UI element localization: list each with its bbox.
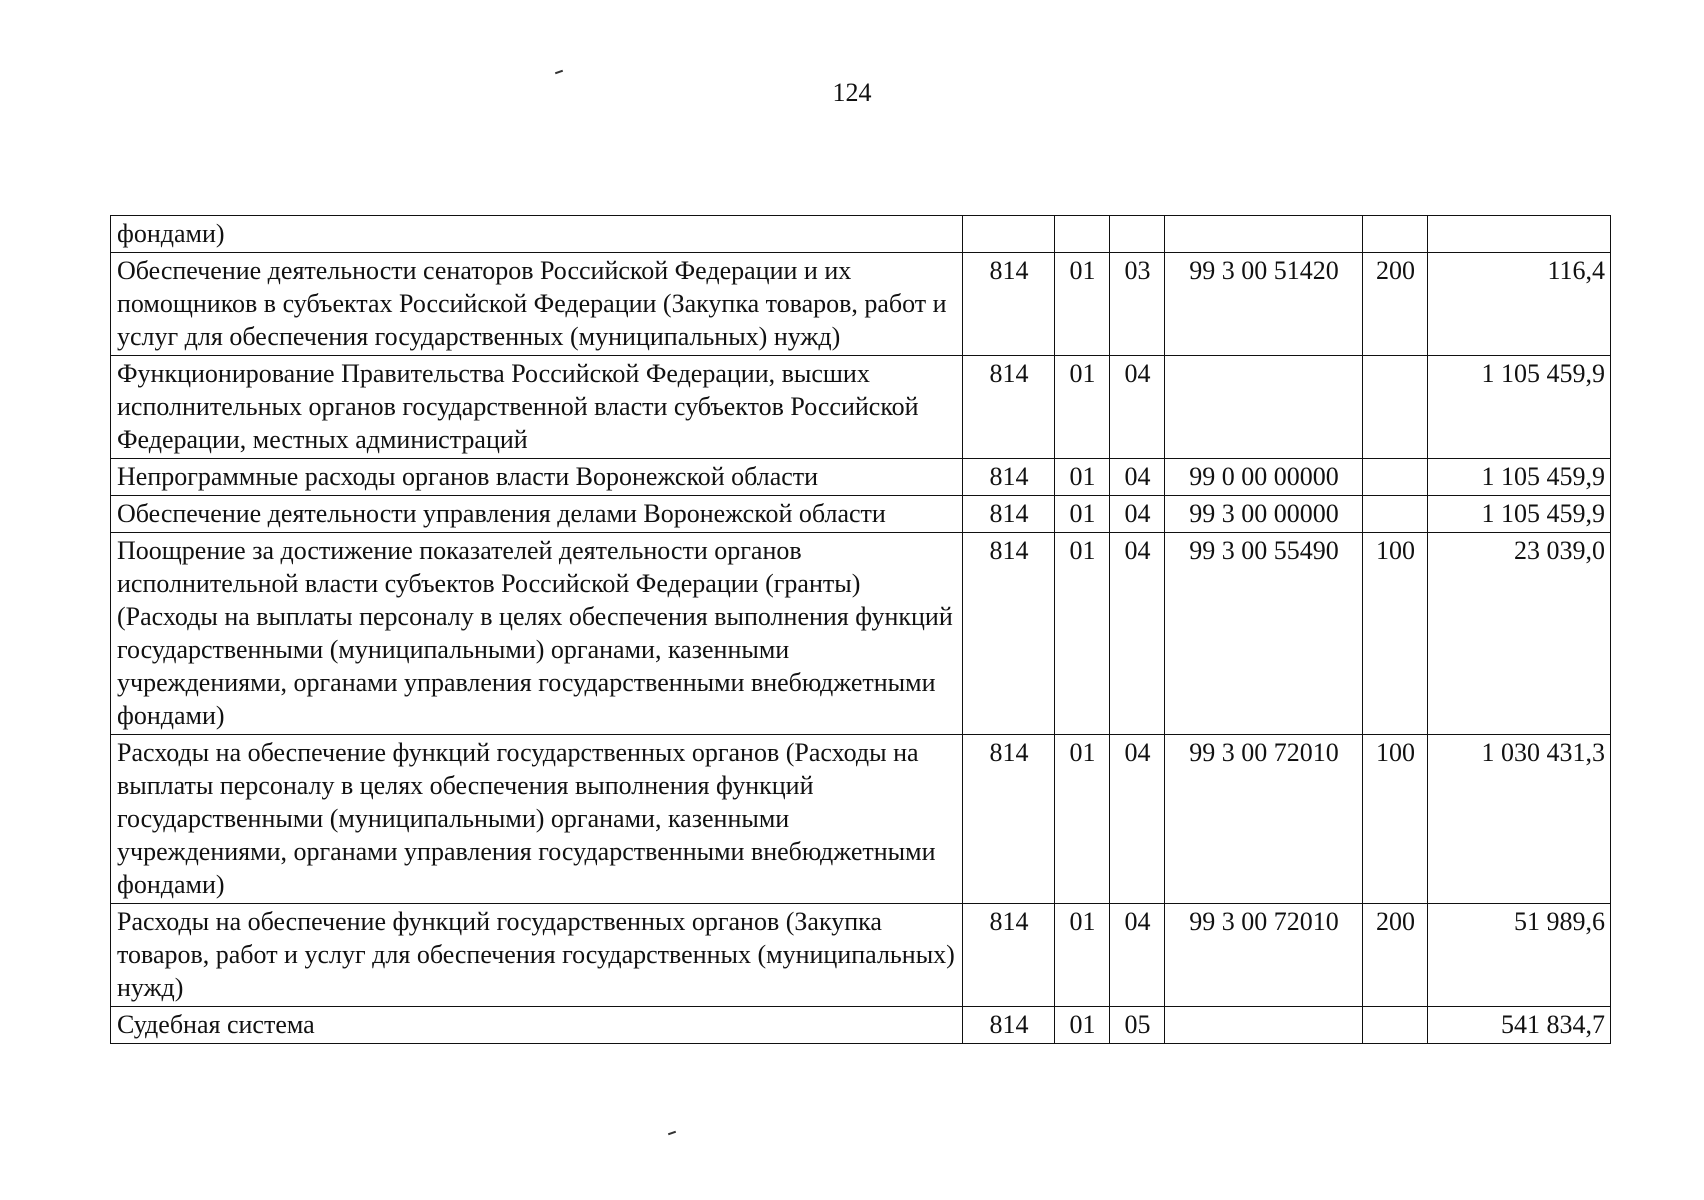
- ved-cell: 814: [963, 904, 1055, 1007]
- ved-cell: 814: [963, 496, 1055, 533]
- section-cell: 01: [1055, 356, 1110, 459]
- table-row: [111, 533, 1611, 735]
- amount-cell: 116,4: [1428, 253, 1611, 356]
- amount-cell: [1428, 216, 1611, 253]
- row-name-cell: Расходы на обеспечение функций государственных органов (Закупка товаров, работ и услуг для обеспечения государственных (муниципальных) нужд): [111, 904, 963, 1007]
- target-article-cell: [1165, 216, 1363, 253]
- ved-cell: 814: [963, 735, 1055, 904]
- table-row: [111, 496, 1611, 533]
- subsection-cell: 04: [1110, 904, 1165, 1007]
- row-name-cell: Расходы на обеспечение функций государственных органов (Расходы на выплаты персоналу в целях обеспечения выполнения функций государственными (муниципальными) органами, казенными учреждениями, органами управления государственными внебюджетными фондами): [111, 735, 963, 904]
- target-article-cell: 99 3 00 72010: [1165, 735, 1363, 904]
- row-name-cell: Поощрение за достижение показателей деятельности органов исполнительной власти субъектов Российской Федерации (гранты) (Расходы на выплаты персоналу в целях обеспечения выполнения функций государственными (муниципальными) органами, казенными учреждениями, органами управления государственными внебюджетными фондами): [111, 533, 963, 735]
- table-row: [111, 735, 1611, 904]
- table-row: [111, 459, 1611, 496]
- page-number: 124: [832, 78, 872, 107]
- expense-type-cell: 100: [1363, 735, 1428, 904]
- section-cell: 01: [1055, 496, 1110, 533]
- ved-cell: 814: [963, 459, 1055, 496]
- row-name-cell: Обеспечение деятельности управления делами Воронежской области: [111, 496, 963, 533]
- budget-table: [110, 215, 1611, 1044]
- section-cell: 01: [1055, 533, 1110, 735]
- amount-cell: 541 834,7: [1428, 1007, 1611, 1044]
- subsection-cell: 03: [1110, 253, 1165, 356]
- section-cell: 01: [1055, 735, 1110, 904]
- expense-type-cell: [1363, 459, 1428, 496]
- table-row: [111, 904, 1611, 1007]
- ved-cell: 814: [963, 533, 1055, 735]
- target-article-cell: 99 0 00 00000: [1165, 459, 1363, 496]
- table-row: [111, 216, 1611, 253]
- row-name-cell: Функционирование Правительства Российской Федерации, высших исполнительных органов государственной власти субъектов Российской Федерации, местных администраций: [111, 356, 963, 459]
- subsection-cell: [1110, 216, 1165, 253]
- target-article-cell: [1165, 356, 1363, 459]
- subsection-cell: 05: [1110, 1007, 1165, 1044]
- amount-cell: 51 989,6: [1428, 904, 1611, 1007]
- target-article-cell: 99 3 00 55490: [1165, 533, 1363, 735]
- amount-cell: 1 105 459,9: [1428, 459, 1611, 496]
- ved-cell: 814: [963, 1007, 1055, 1044]
- expense-type-cell: [1363, 216, 1428, 253]
- section-cell: 01: [1055, 253, 1110, 356]
- row-name-cell: Судебная система: [111, 1007, 963, 1044]
- expense-type-cell: [1363, 1007, 1428, 1044]
- target-article-cell: [1165, 1007, 1363, 1044]
- row-name-cell: фондами): [111, 216, 963, 253]
- expense-type-cell: 200: [1363, 253, 1428, 356]
- amount-cell: 1 105 459,9: [1428, 356, 1611, 459]
- subsection-cell: 04: [1110, 735, 1165, 904]
- subsection-cell: 04: [1110, 356, 1165, 459]
- expense-type-cell: [1363, 356, 1428, 459]
- expense-type-cell: [1363, 496, 1428, 533]
- target-article-cell: 99 3 00 72010: [1165, 904, 1363, 1007]
- target-article-cell: 99 3 00 51420: [1165, 253, 1363, 356]
- section-cell: 01: [1055, 1007, 1110, 1044]
- ved-cell: 814: [963, 253, 1055, 356]
- section-cell: 01: [1055, 459, 1110, 496]
- amount-cell: 23 039,0: [1428, 533, 1611, 735]
- table-row: [111, 253, 1611, 356]
- table-row: [111, 1007, 1611, 1044]
- subsection-cell: 04: [1110, 459, 1165, 496]
- amount-cell: 1 105 459,9: [1428, 496, 1611, 533]
- amount-cell: 1 030 431,3: [1428, 735, 1611, 904]
- ved-cell: 814: [963, 356, 1055, 459]
- table-row: [111, 356, 1611, 459]
- scan-speck-mark: [668, 1131, 676, 1136]
- target-article-cell: 99 3 00 00000: [1165, 496, 1363, 533]
- subsection-cell: 04: [1110, 533, 1165, 735]
- section-cell: 01: [1055, 904, 1110, 1007]
- ved-cell: [963, 216, 1055, 253]
- subsection-cell: 04: [1110, 496, 1165, 533]
- expense-type-cell: 200: [1363, 904, 1428, 1007]
- section-cell: [1055, 216, 1110, 253]
- expense-type-cell: 100: [1363, 533, 1428, 735]
- scan-speck-mark: [555, 70, 563, 75]
- row-name-cell: Непрограммные расходы органов власти Воронежской области: [111, 459, 963, 496]
- row-name-cell: Обеспечение деятельности сенаторов Российской Федерации и их помощников в субъектах Российской Федерации (Закупка товаров, работ и услуг для обеспечения государственных (муниципальных) нужд): [111, 253, 963, 356]
- budget-table-body: [111, 216, 1611, 1044]
